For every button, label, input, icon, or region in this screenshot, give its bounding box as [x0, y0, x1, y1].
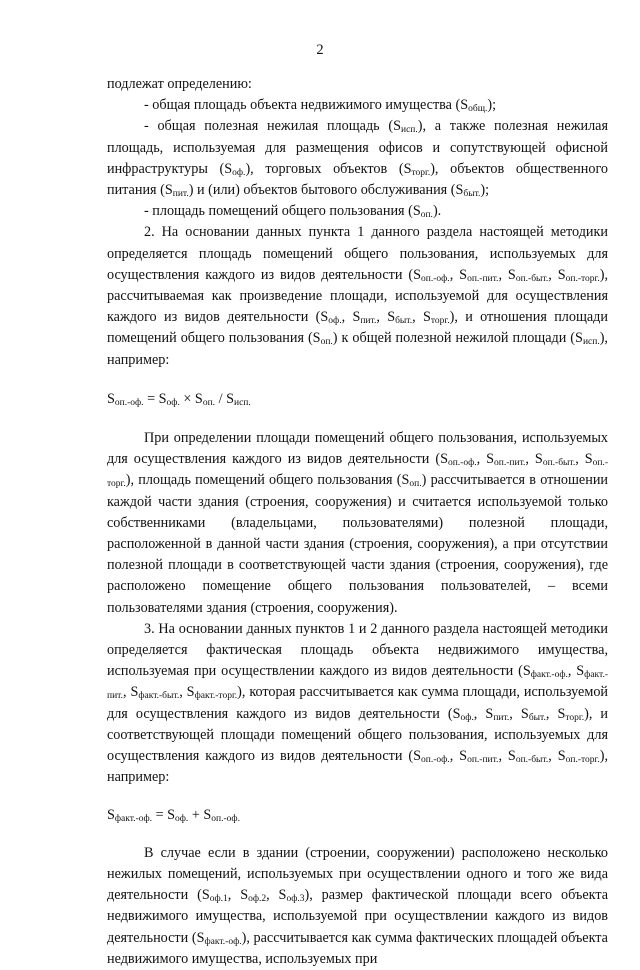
- formula-actual-area: $S_{факт.-оф.} = S_{оф.} + S_{оп.-оф.}$: [107, 806, 240, 824]
- formula-common-area: $S_{оп.-оф.} = S_{оф.} \times S_{оп.} / S_{исп.}$: [107, 390, 251, 408]
- list-item-common-area: - площадь помещений общего пользования $(S_{оп.})$.: [144, 203, 442, 221]
- paragraph-multiple-premises: В случае если в здании (строении, сооружении) расположено несколько нежилых помещений, используемых при осуществлении одного и того же вида деятельности ($S_{оф.1}$, $S_{оф.2}$, $S_{оф.3}$), размер фактической площади всего объекта недвижимого имущества, используемой при осуществлении каждого из видов деятельности $(S_{факт.-оф.})$, рассчитывается как сумма фактических площадей объекта недвижимого имущества, используемых при: [107, 844, 609, 967]
- paragraph-item-2: 2. На основании данных пункта 1 данного раздела настоящей методики определяется площадь помещений общего пользования, используемых для осуществления каждого из видов деятельности ($S_{оп.-оф.}$, $S_{оп.-пит.}$, $S_{оп.-быт.}$, $S_{оп.-торг.}$), рассчитываемая как произведение площади, используемой для осуществления каждого из видов деятельности ($S_{оф.}$, $S_{пит.}$, $S_{быт.}$, $S_{торг.}$), и отношения площади помещений общего пользования $(S_{оп.})$ к общей полезной нежилой площади $(S_{исп.})$, например:: [107, 224, 609, 368]
- paragraph-common-area-rules: При определении площади помещений общего пользования, используемых для осуществления каждого из видов деятельности ($S_{оп.-оф.}$, $S_{оп.-пит.}$, $S_{оп.-быт.}$, $S_{оп.-торг.}$), площадь помещений общего пользования $(S_{оп.})$ рассчитывается в отношении каждой части здания (строения, сооружения) и считается используемой только собственниками (владельцами, пользователями) полезной площади, расположенной в данной части здания (строения, сооружения), а при отсутствии полезной площади в соответствующей части здания (строения, сооружения), где расположено помещение общего пользования пользователей, – всеми пользователями здания (строения, сооружения).: [107, 430, 609, 616]
- list-item-useful-area: - общая полезная нежилая площадь $(S_{исп.})$, а также полезная нежилая площадь, используемая для размещения офисов и сопутствующей офисной инфраструктуры $(S_{оф.})$, торговых объектов $(S_{торг.})$, объектов общественного питания $(S_{пит.})$ и (или) объектов бытового обслуживания $(S_{быт.})$;: [107, 118, 609, 200]
- paragraph-item-3: 3. На основании данных пунктов 1 и 2 данного раздела настоящей методики определяется фактическая площадь объекта недвижимого имущества, используемая при осуществлении каждого из видов деятельности ($S_{факт.-оф.}$, $S_{факт.-пит.}$, $S_{факт.-быт.}$, $S_{факт.-торг.}$), которая рассчитывается как сумма площади, используемой для осуществления каждого из видов деятельности ($S_{оф.}$, $S_{пит.}$, $S_{быт.}$, $S_{торг.}$), и соответствующей площади помещений общего пользования, используемых для осуществления каждого из видов деятельности ($S_{оп.-оф.}$, $S_{оп.-пит.}$, $S_{оп.-быт.}$, $S_{оп.-торг.}$), например:: [107, 620, 609, 786]
- page-number: 2: [316, 42, 324, 58]
- paragraph-intro: подлежат определению:: [107, 76, 252, 92]
- list-item-total-area: - общая площадь объекта недвижимого имущества $(S_{общ.})$;: [144, 97, 497, 115]
- document-body: [107, 74, 608, 970]
